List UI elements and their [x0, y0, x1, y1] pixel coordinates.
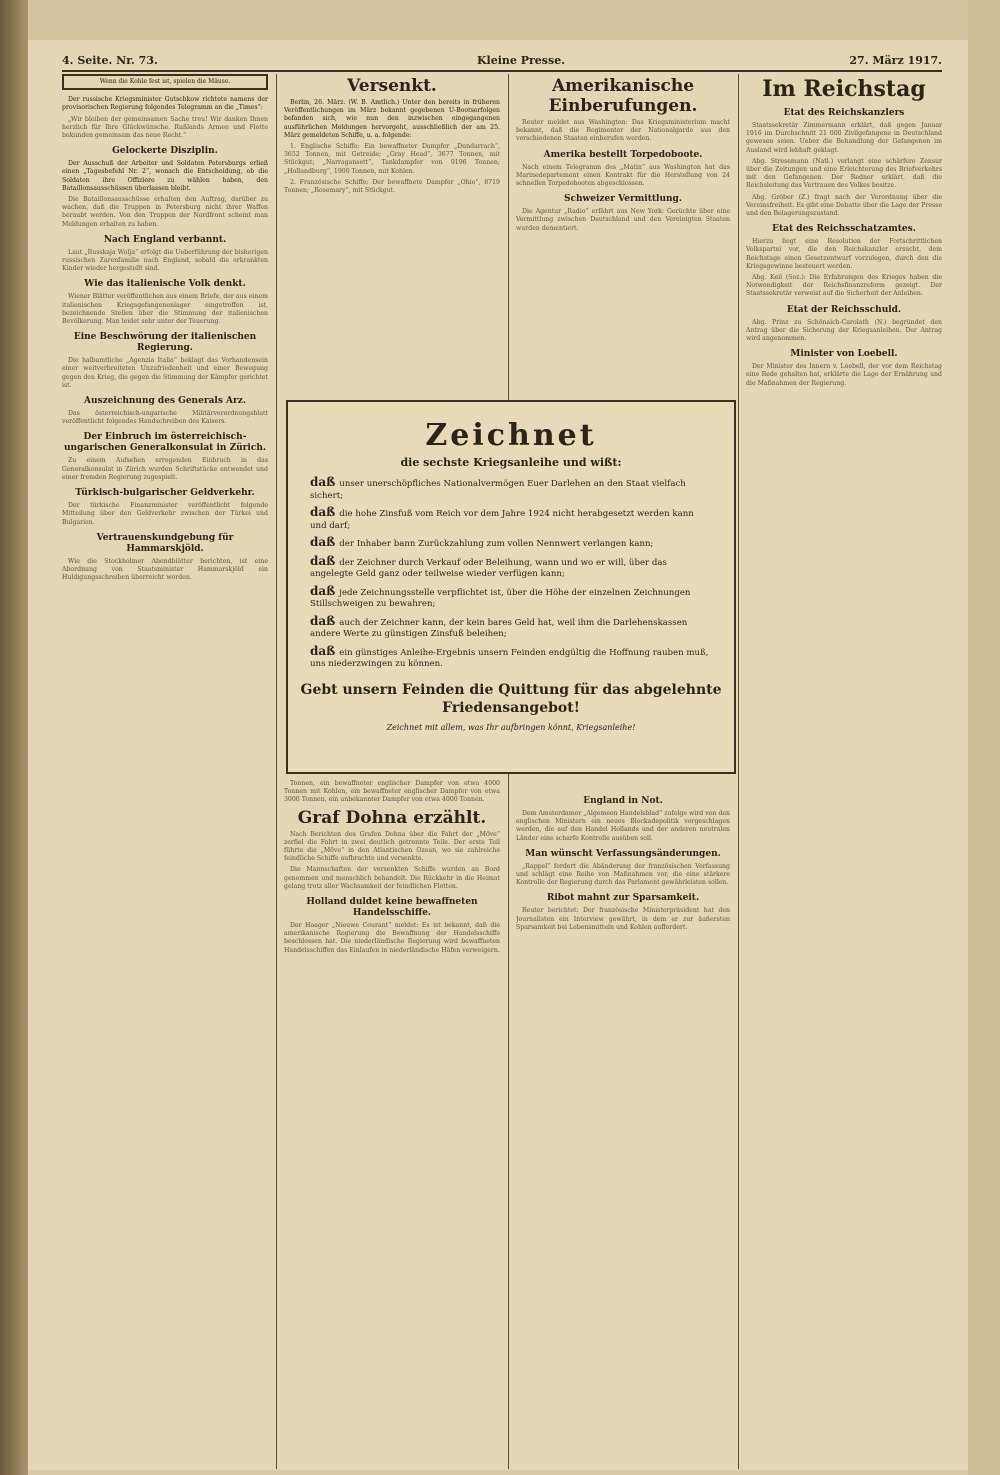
- col1-filler-3: Laut „Russkaja Wolja“ erfolgt die Ueberführung der bisherigen russischen Zarenfamilie nach England, sobald die erkrankten Kinder wieder hergestellt sind.: [62, 248, 268, 273]
- col2-filler-3: Tonnen, ein bewaffneter englischer Dampfer von etwa 4000 Tonnen mit Kohlen, ein bewaffneter englischer Dampfer von etwa 3000 Tonnen, ein unbekannter Dampfer von etwa 4000 Tonnen.: [284, 780, 500, 804]
- page-number: 4. Seite. Nr. 73.: [62, 54, 158, 67]
- col4-filler-7: Der Minister des Innern v. Loebell, der vor dem Reichstag eine Rede gehalten hat, erklärte die Lage der Ernährung und die Maßnahmen der Regierung.: [746, 363, 942, 387]
- col3-title-3: Man wünscht Verfassungsänderungen.: [525, 848, 721, 859]
- col1-filler-2: Die Bataillonsausschüsse erhalten den Auftrag, darüber zu wachen, daß die Truppen in Petersburg nicht ihrer Waffen beraubt werden. Von den Truppen der Nordfront scheint man Meldungen erhalten zu haben.: [62, 196, 268, 228]
- issue-date: 27. März 1917.: [849, 54, 942, 67]
- col1-heading-6: Der Einbruch im österreichisch-ungarischen Generalkonsulat in Zürich.: [64, 432, 266, 454]
- column-2-bottom: [284, 780, 500, 1470]
- col3-filler-2: Nach einem Telegramm des „Matin“ aus Washington hat das Marinedepartement einen Kontrakt für die Herstellung von 24 schnellen Torpedobooten abgeschlossen.: [516, 163, 730, 188]
- appeal-item: daß jede Zeichnungsstelle verpflichtet ist, über die Höhe der einzelnen Zeichnungen Stillschweigen zu bewahren;: [310, 583, 691, 609]
- col2-title: Versenkt.: [347, 76, 437, 96]
- col2-filler-5: Die Mannschaften der versenkten Schiffe wurden an Bord genommen und menschlich behandelt. Die Rückkehr in die Heimat gelang trotz aller Wachsamkeit der feindlichen Flotten.: [284, 866, 500, 890]
- column-2-top: [284, 74, 500, 404]
- header-rule: [62, 70, 942, 72]
- col1-heading-1: Gelockerte Disziplin.: [112, 146, 218, 157]
- col4-title: Im Reichstag: [762, 76, 926, 102]
- appeal-title: Zeichnet: [425, 418, 597, 453]
- column-rule-1: [276, 74, 277, 1469]
- col4-filler-2: Abg. Stresemann (Natl.) verlangt eine schärfere Zensur über die Zeitungen und eine Erleichterung des Briefverkehrs mit den Gefangenen. Der Redner erklärt, daß die Reichsleitung das Vertrauen des Volkes besitze.: [746, 157, 942, 190]
- col2-heading-3: Holland duldet keine bewaffneten Handelsschiffe.: [306, 897, 478, 919]
- appeal-subtitle: die sechste Kriegsanleihe und wißt:: [400, 456, 622, 469]
- appeal-item: daß unser unerschöpfliches Nationalvermögen Euer Darlehen an den Staat vielfach sichert;: [310, 475, 686, 501]
- col1-filler-8: Der türkische Finanzminister veröffentlicht folgende Mitteilung über den Geldverkehr zwischen der Türkei und Bulgarien.: [62, 502, 268, 526]
- column-rule-3: [738, 74, 739, 1469]
- appeal-item: daß ein günstiges Anleihe-Ergebnis unsern Feinden endgültig die Hoffnung rauben muß, uns niederzwingen zu können.: [310, 643, 709, 669]
- col4-heading-3: Etat der Reichsschuld.: [786, 304, 902, 315]
- col2-filler-6: Der Haager „Nieuwe Courant“ meldet: Es ist bekannt, daß die amerikanische Regierung die Bewaffnung der Handelsschiffe beschlossen hat. Die niederländische Regierung wird bewaffneten Handelsschiffen das Einlaufen in niederländische Häfen verweigern.: [284, 922, 500, 954]
- col1-filler-1: „Wir bleiben der gemeinsamen Sache treu! Wir danken Ihnen herzlich für Ihre Glückwünsche. Rußlands Armee und Flotte bekunden gemeinsam das neue Recht.“: [62, 115, 268, 140]
- col3-title-2: England in Not.: [583, 796, 663, 806]
- col3-filler-5: „Rappel“ fordert die Abänderung der französischen Verfassung und schlägt eine Reihe von Maßnahmen vor, die eine stärkere Kontrolle der Regierung durch das Parlament gewährleisten sollen.: [516, 862, 730, 887]
- col3-heading-1: Amerika bestellt Torpedoboote.: [543, 149, 703, 160]
- col1-heading-4: Eine Beschwörung der italienischen Regierung.: [73, 332, 257, 354]
- col1-heading-7: Türkisch-bulgarischer Geldverkehr.: [75, 488, 255, 499]
- appeal-item: daß auch der Zeichner kann, der kein bares Geld hat, weil ihm die Darlehenskassen andere Werte zu günstigen Zinsfuß beleihen;: [310, 613, 688, 639]
- appeal-item: daß der Inhaber bann Zurückzahlung zum vollen Nennwert verlangen kann;: [310, 535, 654, 549]
- col3-filler-1: Reuter meldet aus Washington: Das Kriegsministerium macht bekannt, daß die Regimenter der Nationalgarde aus den verschiedenen Staaten einberufen werden.: [516, 119, 730, 143]
- col2-title-2: Graf Dohna erzählt.: [297, 807, 487, 828]
- appeal-item: daß die hohe Zinsfuß vom Reich vor dem Jahre 1924 nicht herabgesetzt werden kann und darf;: [310, 505, 694, 531]
- col1-filler-9: Wie die Stockholmer Abendblätter berichten, ist eine Abordnung von Staatsminister Hammarskjöld ein Huldigungsschreiben überreicht worden.: [62, 557, 268, 582]
- appeal-slogan: Gebt unsern Feinden die Quittung für das abgelehnte Friedensangebot!: [300, 681, 722, 716]
- box-note: Wenn die Kohle fest ist, spielen die Mäuse.: [62, 74, 268, 90]
- appeal-close: Zeichnet mit allem, was Ihr aufbringen könnt, Kriegsanleihe!: [386, 722, 636, 732]
- war-bond-appeal: [286, 400, 736, 774]
- col1-filler-5: Die halbamtliche „Agenzia Italia“ beklagt das Vorhandensein einer weitverbreiteten Unzufriedenheit und einer Bewegung gegen den Krieg, die gegen die Stimmung der Kämpfer gerichtet ist.: [62, 357, 268, 389]
- col1-filler-6: Das österreichisch-ungarische Militärverordnungsblatt veröffentlicht folgendes Handschreiben des Kaisers.: [62, 410, 268, 426]
- col3-filler-3: Die Agentur „Radio“ erfährt aus New York: Gerüchte über eine Vermittlung zwischen Deutschland und den Vereinigten Staaten wurden dementiert.: [516, 208, 730, 232]
- column-4: [746, 74, 942, 1469]
- col1-heading-8: Vertrauenskundgebung für Hammarskjöld.: [96, 532, 234, 554]
- col1-heading-5: Auszeichnung des Generals Arz.: [84, 396, 246, 407]
- column-3-top: [516, 74, 730, 394]
- column-1: [62, 74, 268, 1469]
- appeal-list: [288, 477, 734, 671]
- page-top-margin: [0, 0, 1000, 40]
- col4-filler-1: Staatssekretär Zimmermann erklärt, daß gegen Januar 1916 im Durchschnitt 21 000 Zivilgefangene in Deutschland gewesen seien. Ueber die Behandlung der Gefangenen im Ausland wird lebhaft geklagt.: [746, 122, 942, 154]
- col4-filler-4: Hierzu liegt eine Resolution der Fortschrittlichen Volkspartei vor, die den Reichskanzler ersucht, dem Reichstage einen Gesetzentwurf vorzulegen, durch den die Kriegsgewinne besteuert werden.: [746, 238, 942, 270]
- col3-heading-2: Schweizer Vermittlung.: [564, 194, 682, 205]
- col2-filler-4: Nach Berichten des Grafen Dohna über die Fahrt der „Möve“ zerfiel die Fahrt in zwei deutlich getrennte Teile. Der erste Teil führte die „Möve“ in den Atlantischen Ozean, wo sie zahlreiche feindliche Schiffe aufbrachte und versenkte.: [284, 830, 500, 863]
- column-3-bottom: [516, 790, 730, 1470]
- col2-filler-1: 1. Englische Schiffe: Ein bewaffneter Dampfer „Dundarrach“, 3652 Tonnen, mit Getreide; „Gray Head“, 3677 Tonnen, mit Stückgut; „Narragansett“, Tankdampfer von 9196 Tonnen; „Hollandburg“, 1900 Tonnen, mit Kohlen.: [284, 143, 500, 175]
- col3-filler-6: Reuter berichtet: Der französische Ministerpräsident hat den Journalisten ein Interview gewährt, in dem er zur äußersten Sparsamkeit bei Lebensmitteln und Kohlen auffordert.: [516, 907, 730, 931]
- col1-text-1: Der russische Kriegsminister Gutschkow richtete namens der provisorischen Regierung folgendes Telegramm an die „Times“:: [62, 96, 268, 112]
- col4-heading-4: Minister von Loebell.: [790, 349, 898, 360]
- paper-title: Kleine Presse.: [477, 54, 566, 67]
- col4-filler-3: Abg. Gröber (Z.) fragt nach der Verordnung über die Vereinsfreiheit. Es gibt eine Debatte über die Lage der Presse und den Belagerungszustand.: [746, 193, 942, 218]
- col2-text-1: Berlin, 26. März. (W. B. Amtlich.) Unter den bereits in früheren Veröffentlichungen im März bekannt gegebenen U-Bootserfolgen befanden sich, wie nun den inzwischen eingegangenen ausführlichen Meldungen hervorgeht, ausschließlich der am 25. März gemeldeten Schiffe, u. a. folgende:: [284, 99, 500, 139]
- col4-heading-1: Etat des Reichskanzlers: [783, 108, 905, 118]
- next-page-edge: [968, 0, 1000, 1475]
- col1-heading-3: Wie das italienische Volk denkt.: [84, 279, 246, 290]
- col1-text-2: Der Ausschuß der Arbeiter und Soldaten Petersburgs erließ einen „Tagesbefehl Nr. 2“, wonach die Entscheidung, ob die Soldaten ihre Offiziere zu wählen haben, den Bataillonsausschüssen überlassen bleibt.: [62, 160, 268, 192]
- col4-filler-5: Abg. Keil (Soz.): Die Erfahrungen des Krieges haben die Notwendigkeit der Reichsfinanzreform gezeigt. Der Staatssekretär verweist auf die Sicherheit der Anleihen.: [746, 274, 942, 298]
- col3-filler-4: Dem Amsterdamer „Algemeen Handelsblad“ zufolge wird von den englischen Ministern ein neues Blockadepolitik vorgeschlagen werden, die auf den Handel Hollands und der anderen neutralen Länder eine scharfe Kontrolle ausüben soll.: [516, 810, 730, 842]
- col1-heading-2: Nach England verbannt.: [103, 234, 227, 245]
- col1-filler-7: Zu einem Aufsehen erregenden Einbruch in das Generalkonsulat in Zürich wurden Schriftstücke entwendet und einer fremden Regierung zugespielt.: [62, 457, 268, 481]
- page-header: [62, 50, 942, 70]
- appeal-item: daß der Zeichner durch Verkauf oder Beleihung, wann und wo er will, über das angelegte Geld ganz oder teilweise wieder verfügen kann;: [310, 553, 667, 579]
- col3-heading-3: Ribot mahnt zur Sparsamkeit.: [546, 893, 700, 904]
- col2-filler-2: 2. Französische Schiffe: Der bewaffnete Dampfer „Ohio“, 8719 Tonnen; „Rosemary“, mit Stückgut.: [284, 178, 500, 195]
- col3-title: Amerikanische Einberufungen.: [548, 76, 698, 116]
- book-binding: [0, 0, 28, 1475]
- col1-filler-4: Wiener Blätter veröffentlichen aus einem Briefe, der aus einem italienischen Kriegsgefangenenlager eingetroffen ist, bezeichnende Stellen über die Stimmung der italienischen Bevölkerung. Man leidet sehr unter der Teuerung.: [62, 293, 268, 326]
- col4-heading-2: Etat des Reichsschatzamtes.: [772, 224, 916, 235]
- col4-filler-6: Abg. Prinz zu Schönaich-Carolath (N.) begründet den Antrag über die Sicherung der Kriegsanleihen. Der Antrag wird angenommen.: [746, 318, 942, 343]
